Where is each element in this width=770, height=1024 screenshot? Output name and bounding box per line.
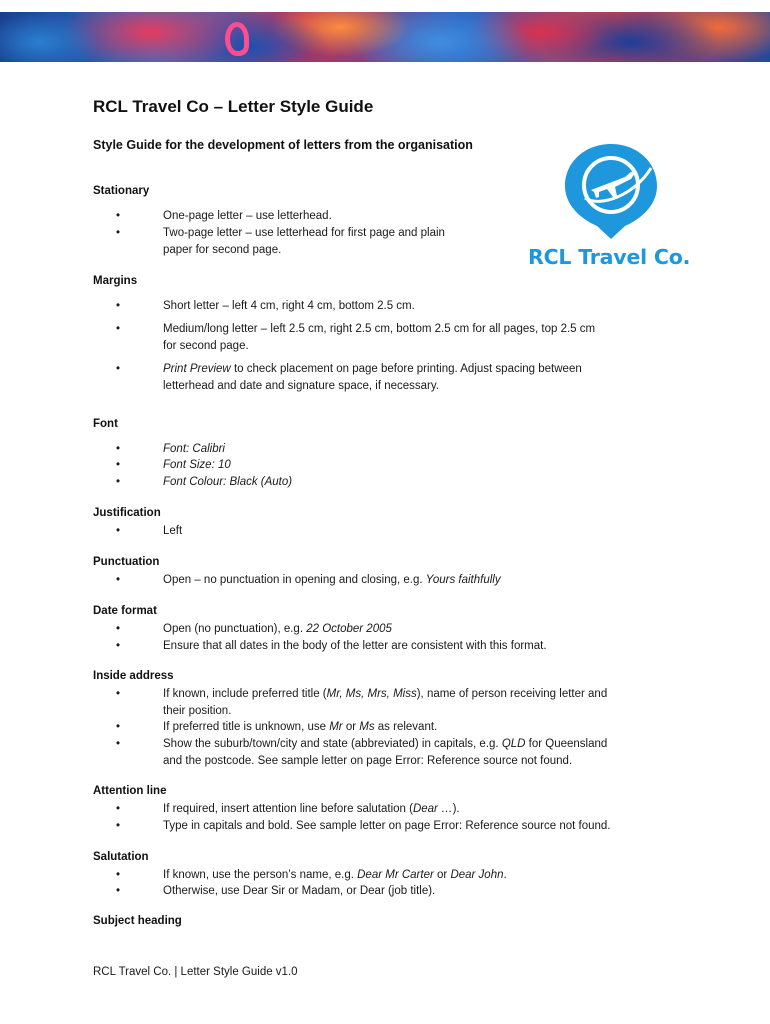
bullet-icon: • <box>116 688 121 700</box>
heading-attention-line: Attention line <box>93 785 167 797</box>
banner-swirl-decoration <box>225 22 249 56</box>
bullet-icon: • <box>116 623 121 635</box>
bullet-icon: • <box>116 640 121 652</box>
list-item-text: Two-page letter – use letterhead for first page and plain paper for second page. <box>163 227 445 256</box>
heading-subject: Subject heading <box>93 915 182 927</box>
heading-justification: Justification <box>93 507 161 519</box>
bullet-icon: • <box>116 525 121 537</box>
heading-date-format: Date format <box>93 605 157 617</box>
page-footer: RCL Travel Co. | Letter Style Guide v1.0 <box>93 966 298 978</box>
bullet-icon: • <box>116 574 121 586</box>
list-item-text: If required, insert attention line before salutation (Dear …). <box>163 803 460 815</box>
heading-font: Font <box>93 418 118 430</box>
bullet-icon: • <box>116 227 121 239</box>
list-item-text: Font Colour: Black (Auto) <box>163 476 293 488</box>
location-pin-plane-icon <box>555 140 667 240</box>
list-item-text: Open – no punctuation in opening and closing, e.g. Yours faithfully <box>163 574 501 586</box>
bullet-icon: • <box>116 300 121 312</box>
company-logo <box>528 140 694 272</box>
list-item-text: If known, use the person’s name, e.g. Dear Mr Carter or Dear John. <box>163 869 507 881</box>
bullet-icon: • <box>116 323 121 335</box>
bullet-icon: • <box>116 459 121 471</box>
list-item-text: Type in capitals and bold. See sample letter on page Error: Reference source not found. <box>163 820 611 832</box>
bullet-icon: • <box>116 738 121 750</box>
bullet-icon: • <box>116 210 121 222</box>
bullet-icon: • <box>116 885 121 897</box>
bullet-icon: • <box>116 820 121 832</box>
bullet-icon: • <box>116 443 121 455</box>
bullet-icon: • <box>116 721 121 733</box>
list-item-text: Medium/long letter – left 2.5 cm, right 2.5 cm, bottom 2.5 cm for all pages, top 2.5 cm for second page. <box>163 323 596 352</box>
heading-margins: Margins <box>93 275 138 287</box>
heading-stationary: Stationary <box>93 185 150 197</box>
list-item-text: Open (no punctuation), e.g. 22 October 2005 <box>163 623 392 635</box>
document-title: RCL Travel Co – Letter Style Guide <box>93 97 374 116</box>
list-item-text: Show the suburb/town/city and state (abbreviated) in capitals, e.g. QLD for Queensland and the postcode. See sample letter on page Error: Reference source not found. <box>163 738 608 767</box>
bullet-icon: • <box>116 869 121 881</box>
bullet-icon: • <box>116 476 121 488</box>
list-item-text: One-page letter – use letterhead. <box>163 210 332 222</box>
header-banner <box>0 12 770 62</box>
document-subtitle: Style Guide for the development of letters from the organisation <box>93 138 473 152</box>
list-item-text: Otherwise, use Dear Sir or Madam, or Dear (job title). <box>163 885 436 897</box>
list-item-text: Font: Calibri <box>163 443 225 455</box>
list-item-text: If preferred title is unknown, use Mr or Ms as relevant. <box>163 721 438 733</box>
bullet-icon: • <box>116 803 121 815</box>
list-item-text: Short letter – left 4 cm, right 4 cm, bottom 2.5 cm. <box>163 300 415 312</box>
heading-punctuation: Punctuation <box>93 556 160 568</box>
heading-salutation: Salutation <box>93 851 149 863</box>
list-item-text: If known, include preferred title (Mr, Ms, Mrs, Miss), name of person receiving letter and their position. <box>163 688 608 717</box>
list-item-text: Font Size: 10 <box>163 459 231 471</box>
heading-inside-address: Inside address <box>93 670 174 682</box>
bullet-icon: • <box>116 363 121 375</box>
list-item-text: Print Preview to check placement on page before printing. Adjust spacing between letterhead and date and signature space, if necessary. <box>163 363 582 392</box>
list-item-text: Ensure that all dates in the body of the letter are consistent with this format. <box>163 640 547 652</box>
list-item-text: Left <box>163 525 183 537</box>
logo-wordmark: RCL Travel Co. <box>528 245 691 269</box>
